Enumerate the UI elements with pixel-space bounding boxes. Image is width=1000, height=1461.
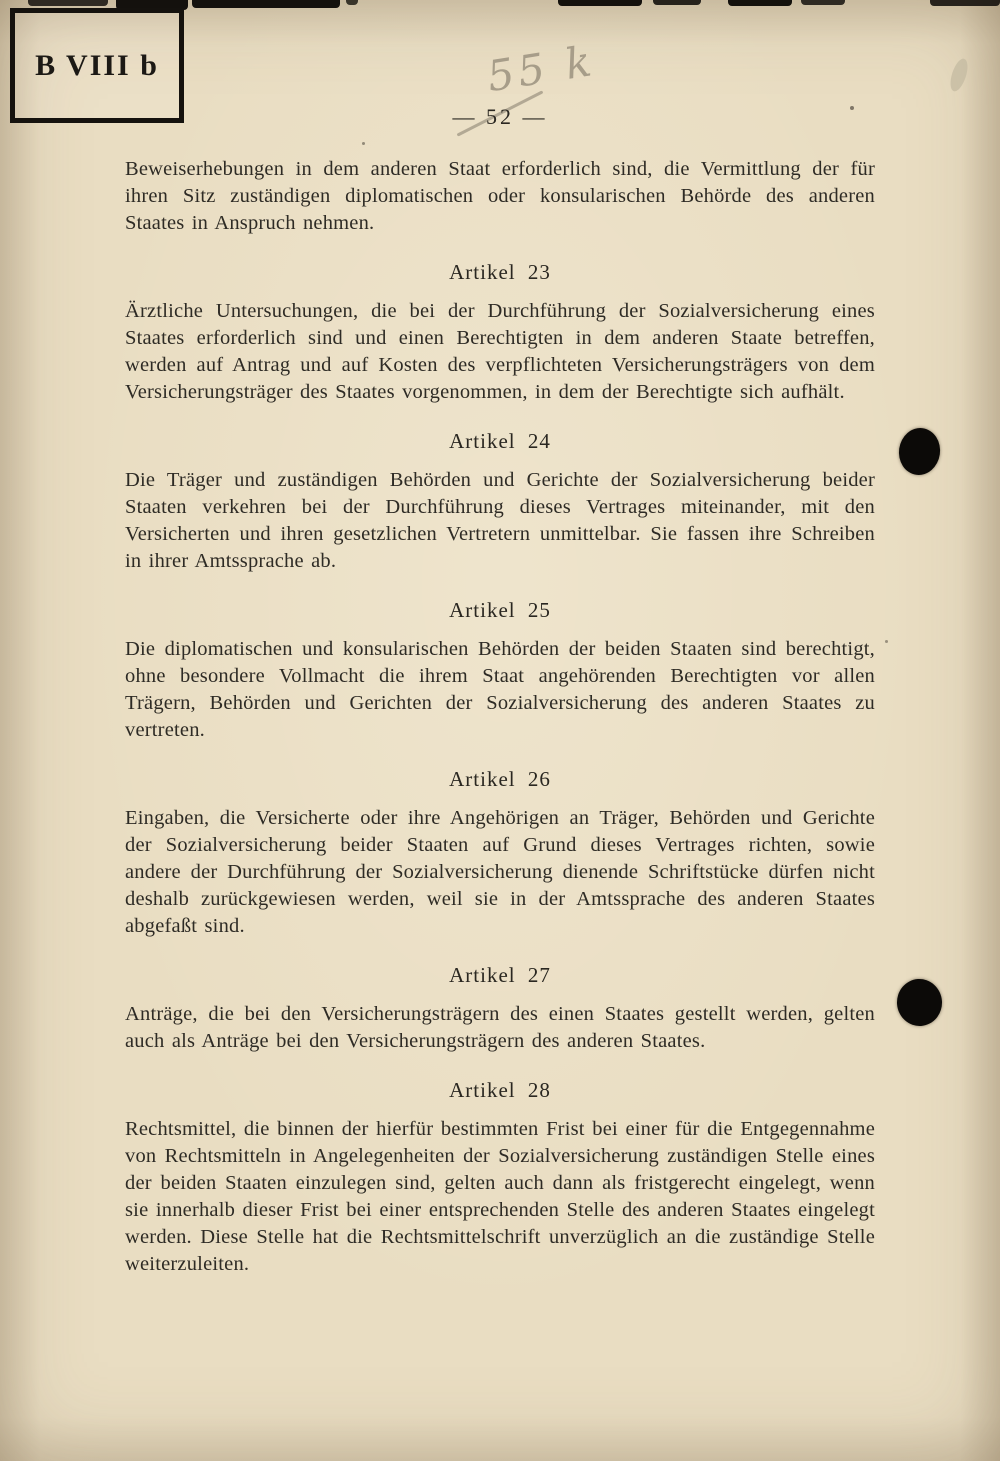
- intro-paragraph: Beweiserhebungen in dem anderen Staat erforderlich sind, die Vermittlung der für ihren Sitz zuständigen diplomatischen oder konsularischen Behörde des anderen Staates in Anspruch nehmen.: [125, 158, 875, 234]
- pencil-smudge: [947, 57, 971, 94]
- article-heading-24: Artikel 24: [449, 429, 551, 453]
- scan-artifact: [28, 0, 108, 6]
- article-heading-23: Artikel 23: [449, 260, 551, 284]
- scan-artifact: [930, 0, 1000, 6]
- article-body-25: Die diplomatischen und konsularischen Behörden der beiden Staaten sind berechtigt, ohne besondere Vollmacht die ihrem Staat angehörenden Berechtigten vor allen Trägern, Behörden und Gerichten der Sozialversicherung des anderen Staates zu vertreten.: [125, 638, 875, 741]
- hole-punch-bottom: [895, 977, 943, 1027]
- article-body-28: Rechtsmittel, die binnen der hierfür bestimmten Frist bei einer für die Entgegennahme von Rechtsmitteln in Angelegenheiten der Sozialversicherung zuständigen Stelle eines der beiden Staaten einzulegen sind, gelten auch dann als fristgerecht eingelegt, wenn sie innerhalb dieser Frist bei einer entsprechenden Stelle des anderen Staates eingelegt werden. Diese Stelle hat die Rechtsmittelschrift unverzüglich an die zuständige Stelle weiterzuleiten.: [125, 1118, 875, 1275]
- scan-artifact: [346, 0, 358, 5]
- document-body: [125, 156, 875, 1278]
- paper-speck: [885, 640, 888, 643]
- scan-artifact: [653, 0, 701, 5]
- article-body-27: Anträge, die bei den Versicherungsträgern des einen Staates gestellt werden, gelten auch als Anträge bei den Versicherungsträgern des anderen Staates.: [125, 1003, 875, 1052]
- article-body-26: Eingaben, die Versicherte oder ihre Angehörigen an Träger, Behörden und Gerichte der Sozialversicherung beider Staaten auf Grund dieses Vertrages richten, sowie andere der Durchführung der Sozialversicherung dienende Schriftstücke dürfen nicht deshalb zurückgewiesen werden, weil sie in der Amtssprache des anderen Staates abgefaßt sind.: [125, 807, 875, 937]
- article-body-23: Ärztliche Untersuchungen, die bei der Durchführung der Sozialversicherung eines Staates erforderlich sind und einen Berechtigten in dem anderen Staate betreffen, werden auf Antrag und auf Kosten des verpflichteten Versicherungsträgers von dem Versicherungsträger des Staates vorgenommen, in dem der Berechtigte sich aufhält.: [125, 300, 875, 403]
- scan-artifact: [558, 0, 642, 6]
- corner-tag-label: B VIII b: [35, 48, 159, 82]
- article-heading-26: Artikel 26: [449, 767, 551, 791]
- article-body-24: Die Träger und zuständigen Behörden und Gerichte der Sozialversicherung beider Staaten verkehren bei der Durchführung dieses Vertrages miteinander, mit den Versicherten und ihren gesetzlichen Vertretern unmittelbar. Sie fassen ihre Schreiben in ihrer Amtssprache ab.: [125, 469, 875, 572]
- handwritten-note: 55 k: [483, 35, 599, 102]
- scan-artifact: [192, 0, 340, 8]
- scan-artifact: [728, 0, 792, 6]
- page-number: — 52 —: [452, 104, 548, 129]
- hole-punch-top: [896, 425, 943, 477]
- article-heading-28: Artikel 28: [449, 1078, 551, 1102]
- scan-artifact: [801, 0, 845, 5]
- article-heading-25: Artikel 25: [449, 598, 551, 622]
- article-heading-27: Artikel 27: [449, 963, 551, 987]
- paper-speck: [362, 142, 365, 145]
